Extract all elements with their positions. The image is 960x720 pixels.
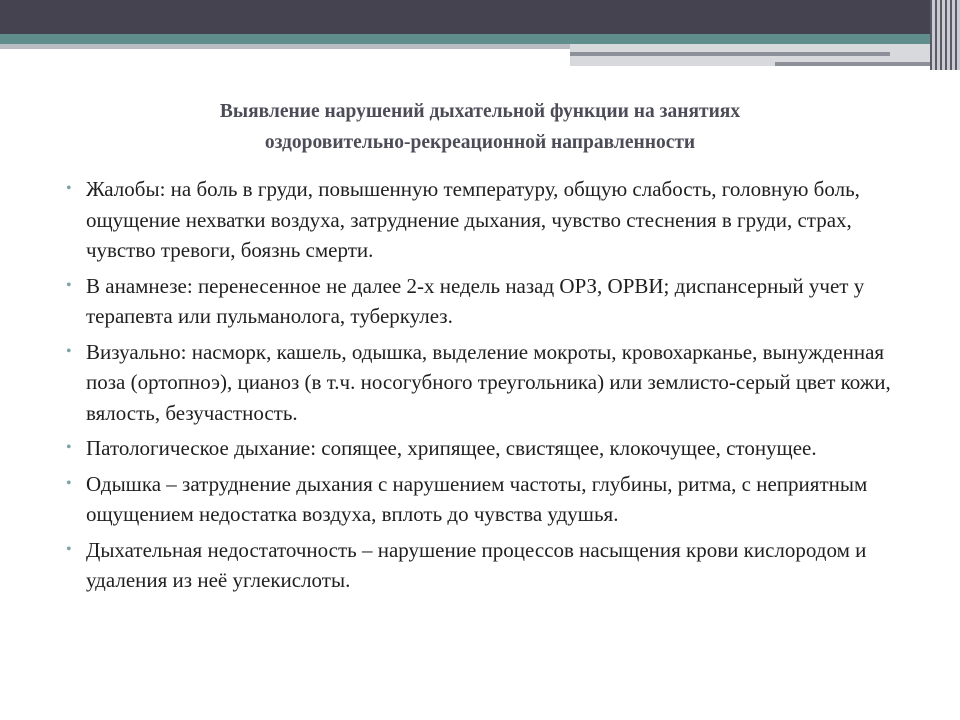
bullet-item: [66, 535, 916, 596]
bullet-dot-icon: •: [66, 540, 72, 558]
bullet-text: Патологическое дыхание: сопящее, хрипящее, свистящее, клокочущее, стонущее.: [86, 436, 817, 460]
bullet-dot-icon: •: [66, 439, 72, 456]
bullet-item: [66, 433, 916, 464]
slide-title-line-1: Выявление нарушений дыхательной функции на занятиях: [219, 101, 741, 122]
header-stripes-decoration: [930, 0, 960, 70]
bullet-text: В анамнезе: перенесенное не далее 2-х недель назад ОРЗ, ОРВИ; диспансерный учет у терапевта или пульманолога, туберкулез.: [86, 273, 865, 328]
header-dark-band: [0, 0, 960, 34]
bullet-item: [66, 271, 916, 332]
bullet-item: [66, 174, 916, 266]
header-right-line: [570, 52, 890, 56]
bullet-dot-icon: •: [66, 180, 72, 197]
bullet-text: Дыхательная недостаточность – нарушение процессов насыщения крови кислородом и удаления из неё углекислоты.: [86, 537, 867, 592]
slide-title: [60, 96, 900, 158]
header-right-line-short: [775, 62, 945, 66]
bullet-text: Одышка – затруднение дыхания с нарушением частоты, глубины, ритма, с неприятным ощущением недостатка воздуха, вплоть до чувства удушья.: [86, 471, 868, 526]
bullet-dot-icon: •: [66, 342, 72, 360]
header-teal-band: [0, 34, 960, 44]
bullet-list: [66, 174, 916, 601]
bullet-dot-icon: •: [66, 276, 72, 294]
bullet-item: [66, 469, 916, 530]
bullet-text: Жалобы: на боль в груди, повышенную температуру, общую слабость, головную боль, ощущение нехватки воздуха, затруднение дыхания, чувство стеснения в груди, страх, чувство тревоги, боязнь смерти.: [86, 177, 860, 262]
slide-title-line-2: оздоровительно-рекреационной направленности: [264, 132, 696, 153]
bullet-text: Визуально: насморк, кашель, одышка, выделение мокроты, кровохарканье, вынужденная поза (ортопноэ), цианоз (в т.ч. носогубного треугольника) или землисто-серый цвет кожи, вялость, безучастность.: [86, 339, 891, 425]
header-gray-band: [0, 44, 570, 49]
bullet-dot-icon: •: [66, 474, 72, 492]
bullet-item: [66, 337, 916, 429]
